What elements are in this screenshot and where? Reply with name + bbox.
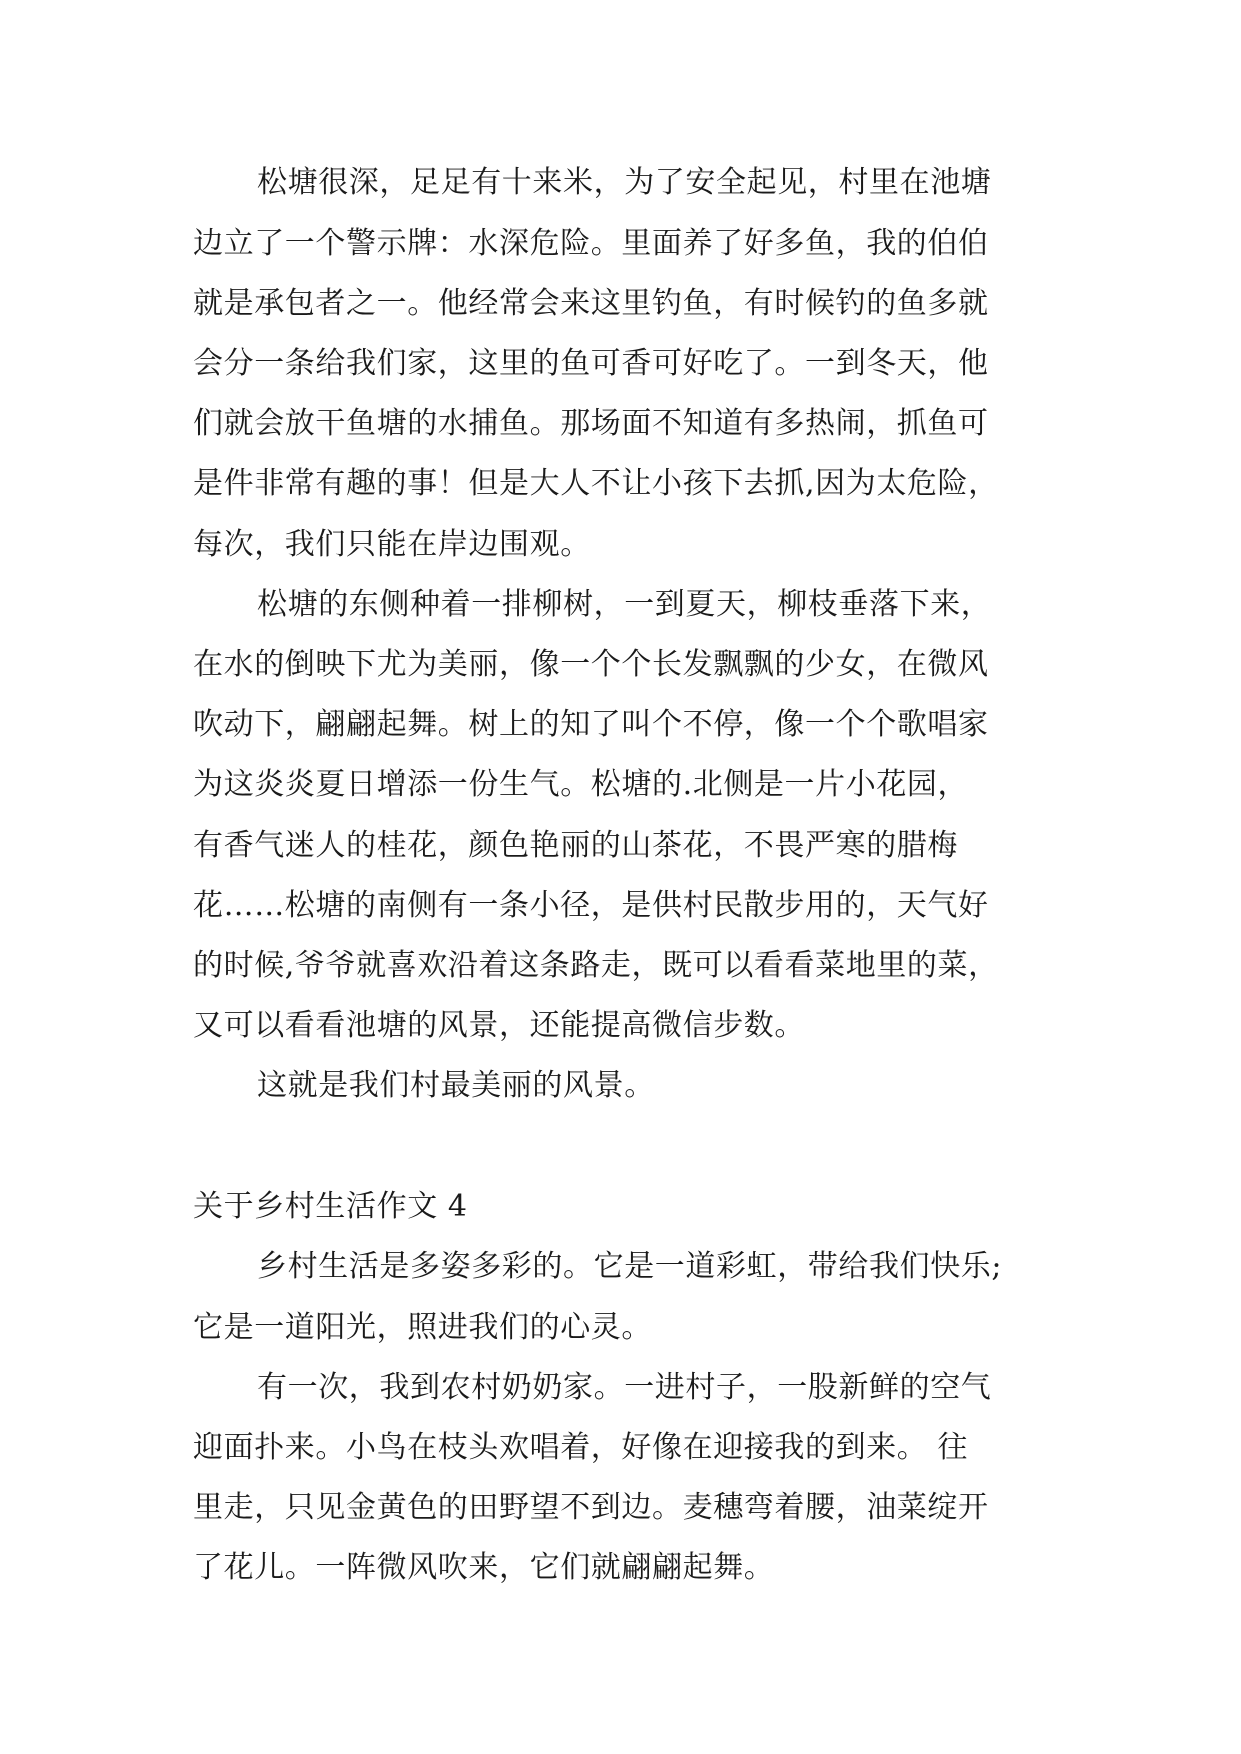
text-line: 迎面扑来。小鸟在枝头欢唱着，好像在迎接我的到来。 往: [193, 1430, 969, 1465]
text-line: 每次，我们只能在岸边围观。: [193, 527, 591, 562]
text-line: 乡村生活是多姿多彩的。它是一道彩虹，带给我们快乐;: [257, 1249, 1003, 1284]
text-line: 它是一道阳光，照进我们的心灵。: [193, 1310, 652, 1345]
text-line: 有香气迷人的桂花，颜色艳丽的山茶花，不畏严寒的腊梅: [193, 828, 958, 863]
text-line: 松塘的东侧种着一排柳树，一到夏天，柳枝垂落下来，: [257, 587, 992, 622]
text-line: 松塘很深，足足有十来米，为了安全起见，村里在池塘: [257, 165, 992, 200]
text-line: 是件非常有趣的事！但是大人不让小孩下去抓,因为太危险，: [193, 466, 999, 501]
text-line: 在水的倒映下尤为美丽，像一个个长发飘飘的少女，在微风: [193, 647, 989, 682]
text-line: 的时候,爷爷就喜欢沿着这条路走，既可以看看菜地里的菜，: [193, 948, 999, 983]
text-line: 会分一条给我们家，这里的鱼可香可好吃了。一到冬天，他: [193, 346, 989, 381]
section-heading: 关于乡村生活作文 4: [193, 1189, 468, 1224]
text-line: 们就会放干鱼塘的水捕鱼。那场面不知道有多热闹，抓鱼可: [193, 406, 989, 441]
text-line: 又可以看看池塘的风景，还能提高微信步数。: [193, 1008, 805, 1043]
text-line: 吹动下，翩翩起舞。树上的知了叫个不停，像一个个歌唱家: [193, 707, 989, 742]
text-line: 了花儿。一阵微风吹来，它们就翩翩起舞。: [193, 1550, 775, 1585]
text-line: 边立了一个警示牌：水深危险。里面养了好多鱼，我的伯伯: [193, 226, 989, 261]
text-line: 里走，只见金黄色的田野望不到边。麦穗弯着腰，油菜绽开: [193, 1490, 989, 1525]
text-line: 这就是我们村最美丽的风景。: [257, 1068, 655, 1103]
text-line: 就是承包者之一。他经常会来这里钓鱼，有时候钓的鱼多就: [193, 286, 989, 321]
text-line: 有一次，我到农村奶奶家。一进村子，一股新鲜的空气: [257, 1370, 992, 1405]
text-line: 花……松塘的南侧有一条小径，是供村民散步用的，天气好: [193, 888, 989, 923]
text-line: 为这炎炎夏日增添一份生气。松塘的.北侧是一片小花园，: [193, 767, 969, 802]
